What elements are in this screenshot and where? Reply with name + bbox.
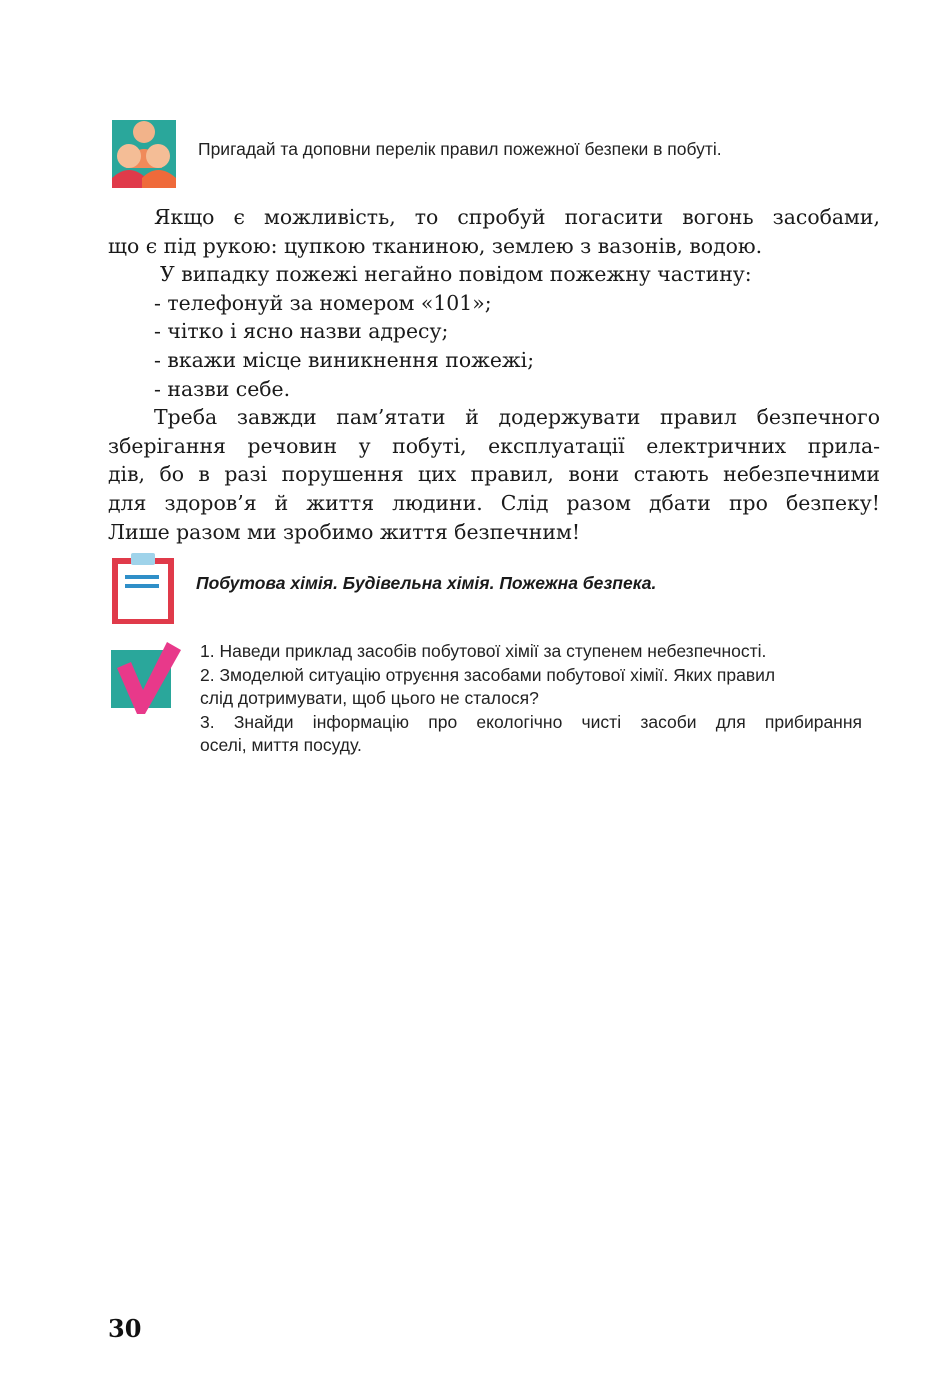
list-item: - телефонуй за номером «101»; <box>154 290 492 315</box>
checkmark-icon <box>111 640 181 716</box>
task-2-line-1: 2. Змоделюй ситуацію отруєння засобами побутової хімії. Яких правил <box>200 664 776 685</box>
task-3-line-1: 3. Знайди інформацію про екологічно чисті засоби для прибирання <box>200 711 862 732</box>
list-item: - чітко і ясно назви адресу; <box>154 319 449 344</box>
task-3-line-2: оселі, миття посуду. <box>200 735 362 756</box>
task-2-line-2: слід дотримувати, щоб цього не сталося? <box>200 688 539 709</box>
main-text <box>108 203 880 546</box>
task-list <box>200 640 862 758</box>
paragraph-3-line: дів, бо в разі порушення цих правил, вони стають небезпечними <box>108 462 880 487</box>
task-1: 1. Наведи приклад засобів побутової хімії за ступенем небезпечності. <box>200 641 767 661</box>
list-item: - назви себе. <box>154 376 291 401</box>
page-number: 30 <box>108 1314 142 1343</box>
paragraph-1-line-2: що є під рукою: цупкою тканиною, землею з вазонів, водою. <box>108 233 763 258</box>
list-item: - вкажи місце виникнення пожежі; <box>154 347 535 372</box>
paragraph-3-line: зберігання речовин у побуті, експлуатації електричних прила- <box>108 433 880 458</box>
paragraph-3-line: Лише разом ми зробимо життя безпечним! <box>108 519 581 544</box>
lesson-topics: Побутова хімія. Будівельна хімія. Пожежна безпека. <box>196 573 657 593</box>
group-work-icon <box>112 120 176 188</box>
clipboard-icon <box>111 553 175 625</box>
paragraph-1-line-1: Якщо є можливість, то спробуй погасити вогонь засобами, <box>154 205 880 229</box>
paragraph-3-line: Треба завжди пам’ятати й додержувати правил безпечного <box>154 405 880 430</box>
paragraph-3-line: для здоров’я й життя людини. Слід разом дбати про безпеку! <box>108 490 880 515</box>
paragraph-2: У випадку пожежі негайно повідом пожежну частину: <box>160 262 752 287</box>
group-work-instruction: Пригадай та доповни перелік правил пожежної безпеки в побуті. <box>198 139 722 159</box>
